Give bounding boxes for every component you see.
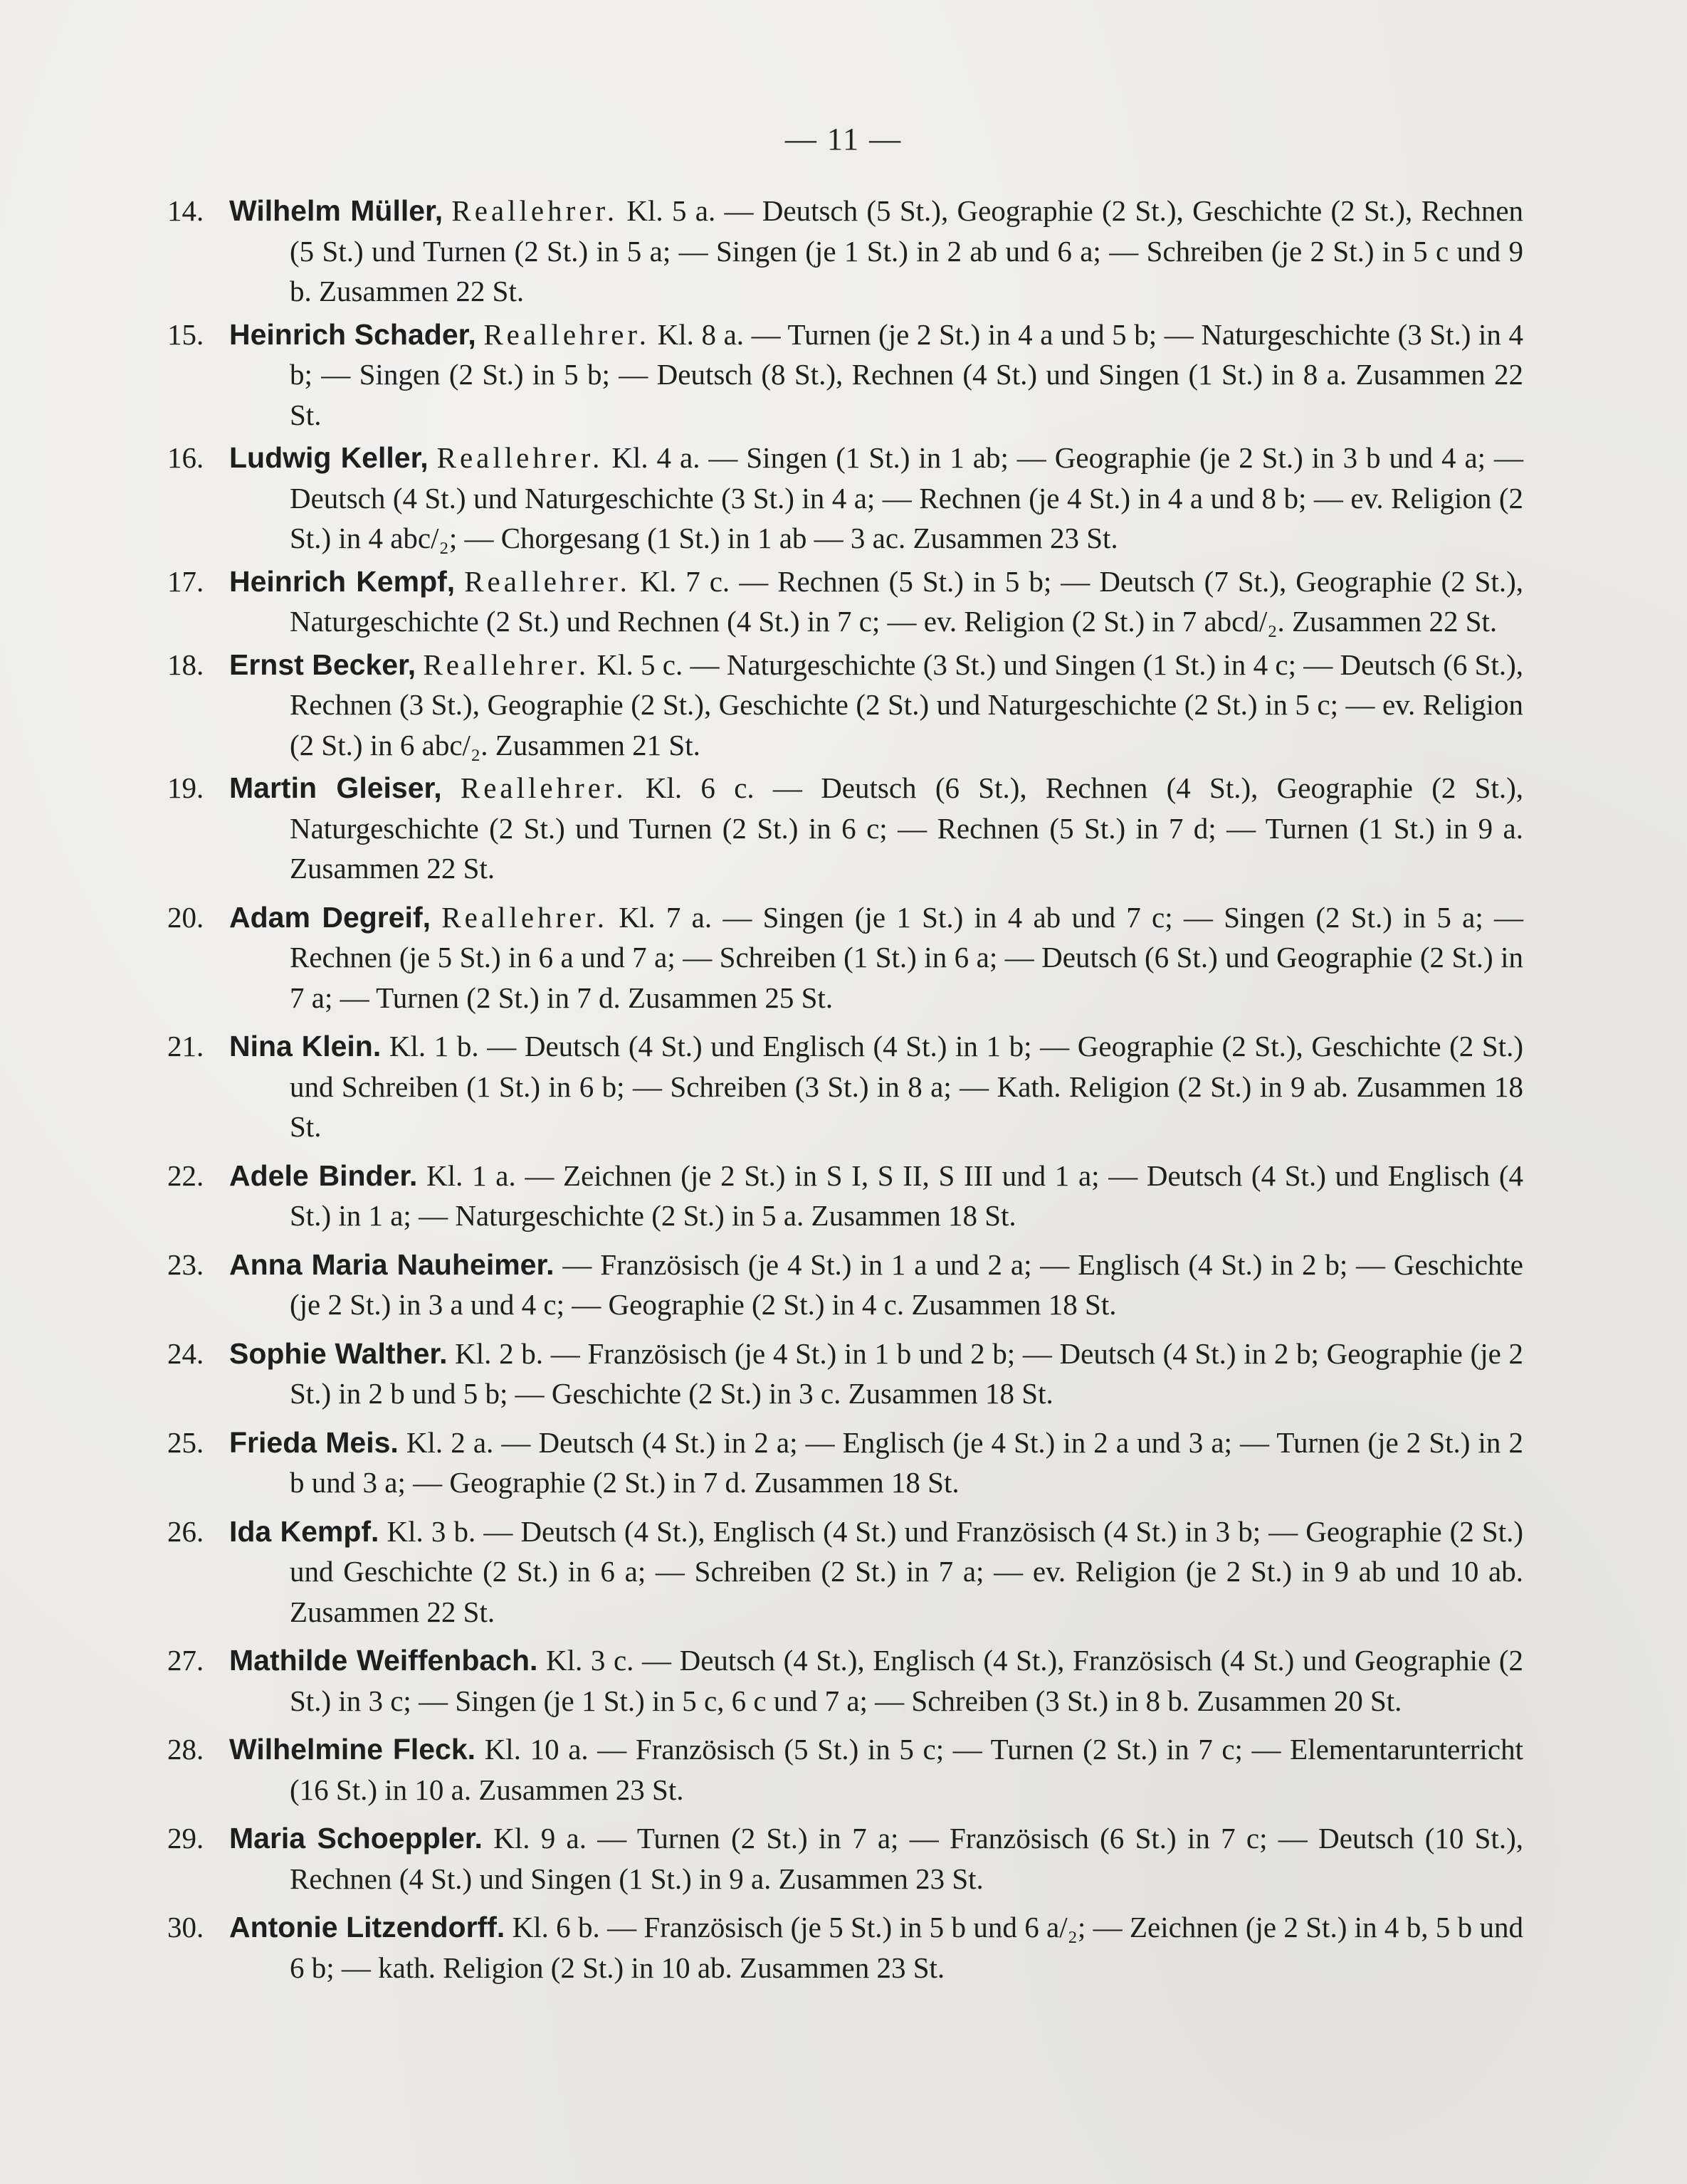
teacher-list (167, 191, 1523, 1990)
entry-body (229, 1512, 1523, 1632)
teacher-name: Heinrich Kempf, (229, 564, 456, 598)
teacher-role: Reallehrer. (423, 648, 590, 681)
teacher-entry (167, 897, 1523, 1018)
teaching-assignment: Kl. 9 a. — Turnen (2 St.) in 7 a; — Französisch (6 St.) in 7 c; — Deutsch (10 St.), Rechnen (4 St.) und Singen (1 St.) in 9 a. Zusammen 23 St. (290, 1822, 1524, 1895)
entry-body (229, 897, 1524, 1018)
teaching-assignment: Kl. 3 c. — Deutsch (4 St.), Englisch (4 St.), Französisch (4 St.) und Geographie (2 St.) in 3 c; — Singen (je 1 St.) in 5 c, 6 c und 7 a; — Schreiben (3 St.) in 8 b. Zusammen 20 St. (290, 1644, 1524, 1717)
teaching-assignment: Kl. 10 a. — Französisch (5 St.) in 5 c; — Turnen (2 St.) in 7 c; — Elementarunterricht (16 St.) in 10 a. Zusammen 23 St. (290, 1733, 1523, 1806)
teaching-assignment: Kl. 6 b. — Französisch (je 5 St.) in 5 b und 6 a/₂; — Zeichnen (je 2 St.) in 4 b, 5 b und 6 b; — kath. Religion (2 St.) in 10 ab. Zusammen 23 St. (290, 1911, 1523, 1984)
teacher-name: Antonie Litzendorff. (229, 1911, 505, 1943)
entry-number: 19. (167, 771, 204, 804)
teaching-assignment: Kl. 5 c. — Naturgeschichte (3 St.) und Singen (1 St.) in 4 c; — Deutsch (6 St.), Rechnen (3 St.), Geographie (2 St.), Geschichte (2 St.) und Naturgeschichte (2 St.) in 5 c; — ev. Religion (2 St.) in 6 abc/₂. Zusammen 21 St. (290, 648, 1523, 761)
teacher-name: Maria Schoeppler. (229, 1822, 483, 1855)
teacher-entry (167, 561, 1523, 642)
teacher-entry (167, 191, 1523, 312)
teacher-name: Anna Maria Nauheimer. (229, 1247, 555, 1281)
teaching-assignment: Kl. 2 a. — Deutsch (4 St.) in 2 a; — Englisch (je 4 St.) in 2 a und 3 a; — Turnen (je 2 St.) in 2 b und 3 a; — Geographie (2 St.) in 7 d. Zusammen 18 St. (290, 1425, 1523, 1499)
entry-body (229, 315, 1524, 436)
entry-number: 26. (167, 1514, 204, 1548)
entry-number: 14. (167, 194, 204, 227)
teacher-name: Ludwig Keller, (229, 441, 429, 474)
teacher-entry (167, 315, 1523, 436)
entry-body (229, 438, 1523, 559)
teacher-entry (167, 1423, 1523, 1503)
teacher-name: Sophie Walther. (229, 1336, 448, 1370)
entry-body (229, 1729, 1523, 1810)
entry-body (229, 1334, 1523, 1414)
teacher-name: Ernst Becker, (229, 648, 416, 681)
teacher-name: Frieda Meis. (229, 1425, 399, 1459)
entry-body (229, 768, 1523, 889)
teacher-role: Reallehrer. (483, 317, 651, 351)
entry-number: 22. (167, 1159, 204, 1192)
teaching-assignment: Kl. 7 c. — Rechnen (5 St.) in 5 b; — Deutsch (7 St.), Geographie (2 St.), Naturgeschichte (2 St.) und Rechnen (4 St.) in 7 c; — ev. Religion (2 St.) in 7 abcd/₂. Zusammen 22 St. (290, 564, 1524, 638)
teacher-entry (167, 1026, 1523, 1147)
entry-body (229, 1245, 1523, 1325)
teacher-role: Reallehrer. (436, 441, 604, 474)
entry-body (229, 1818, 1524, 1899)
entry-number: 29. (167, 1822, 204, 1855)
entry-body (229, 645, 1523, 766)
teaching-assignment: Kl. 5 a. — Deutsch (5 St.), Geographie (2 St.), Geschichte (2 St.), Rechnen (5 St.) und Turnen (2 St.) in 5 a; — Singen (je 1 St.) in 2 ab und 6 a; — Schreiben (je 2 St.) in 5 c und 9 b. Zusammen 22 St. (290, 194, 1524, 307)
teaching-assignment: Kl. 3 b. — Deutsch (4 St.), Englisch (4 St.) und Französisch (4 St.) in 3 b; — Geographie (2 St.) und Geschichte (2 St.) in 6 a; — Schreiben (2 St.) in 7 a; — ev. Religion (je 2 St.) in 9 ab und 10 ab. Zusammen 22 St. (290, 1514, 1523, 1628)
entry-number: 30. (167, 1911, 204, 1943)
teacher-role: Reallehrer. (451, 194, 619, 227)
teacher-name: Wilhelmine Fleck. (229, 1733, 476, 1766)
entry-number: 23. (167, 1247, 204, 1281)
teaching-assignment: Kl. 8 a. — Turnen (je 2 St.) in 4 a und 5 b; — Naturgeschichte (3 St.) in 4 b; — Singen (2 St.) in 5 b; — Deutsch (8 St.), Rechnen (4 St.) und Singen (1 St.) in 8 a. Zusammen 22 St. (290, 317, 1524, 431)
entry-number: 16. (167, 441, 204, 474)
teaching-assignment: — Französisch (je 4 St.) in 1 a und 2 a; — Englisch (4 St.) in 2 b; — Geschichte (je 2 St.) in 3 a und 4 c; — Geographie (2 St.) in 4 c. Zusammen 18 St. (290, 1247, 1523, 1321)
entry-body (229, 191, 1524, 312)
teacher-entry (167, 1512, 1523, 1632)
teacher-name: Mathilde Weiffenbach. (229, 1644, 538, 1677)
page-number: — 11 — (784, 122, 903, 157)
teaching-assignment: Kl. 2 b. — Französisch (je 4 St.) in 1 b und 2 b; — Deutsch (4 St.) in 2 b; Geographie (je 2 St.) in 2 b und 5 b; — Geschichte (2 St.) in 3 c. Zusammen 18 St. (290, 1336, 1523, 1410)
teacher-name: Martin Gleiser, (229, 771, 442, 804)
teacher-entry (167, 768, 1523, 889)
teacher-role: Reallehrer. (460, 771, 627, 804)
entry-number: 17. (167, 564, 204, 598)
teacher-name: Heinrich Schader, (229, 317, 476, 351)
teaching-assignment: Kl. 6 c. — Deutsch (6 St.), Rechnen (4 St.), Geographie (2 St.), Naturgeschichte (2 St.) und Turnen (2 St.) in 6 c; — Rechnen (5 St.) in 7 d; — Turnen (1 St.) in 9 a. Zusammen 22 St. (290, 771, 1523, 885)
teacher-role: Reallehrer. (441, 900, 609, 934)
teacher-entry (167, 1245, 1523, 1325)
entry-number: 24. (167, 1336, 204, 1370)
entry-number: 15. (167, 317, 204, 351)
entry-body (229, 1907, 1523, 1988)
entry-body (229, 1423, 1523, 1503)
teacher-entry (167, 645, 1523, 766)
entry-number: 27. (167, 1644, 204, 1677)
teaching-assignment: Kl. 4 a. — Singen (1 St.) in 1 ab; — Geographie (je 2 St.) in 3 b und 4 a; — Deutsch (4 St.) und Naturgeschichte (3 St.) in 4 a; — Rechnen (je 4 St.) in 4 a und 8 b; — ev. Religion (2 St.) in 4 abc/₂; — Chorgesang (1 St.) in 1 ab — 3 ac. Zusammen 23 St. (290, 441, 1523, 554)
entry-number: 28. (167, 1733, 204, 1766)
teacher-name: Ida Kempf. (229, 1514, 379, 1548)
entry-body (229, 1026, 1524, 1147)
teacher-entry (167, 1907, 1523, 1988)
entry-body (229, 561, 1524, 642)
teaching-assignment: Kl. 1 a. — Zeichnen (je 2 St.) in S I, S II, S III und 1 a; — Deutsch (4 St.) und Englisch (4 St.) in 1 a; — Naturgeschichte (2 St.) in 5 a. Zusammen 18 St. (290, 1159, 1524, 1232)
entry-body (229, 1640, 1524, 1721)
entry-number: 25. (167, 1425, 204, 1459)
teacher-name: Wilhelm Müller, (229, 194, 443, 227)
teacher-name: Adele Binder. (229, 1159, 418, 1192)
teaching-assignment: Kl. 1 b. — Deutsch (4 St.) und Englisch (4 St.) in 1 b; — Geographie (2 St.), Geschichte (2 St.) und Schreiben (1 St.) in 6 b; — Schreiben (3 St.) in 8 a; — Kath. Religion (2 St.) in 9 ab. Zusammen 18 St. (290, 1030, 1524, 1143)
teacher-entry (167, 1818, 1523, 1899)
teacher-entry (167, 1640, 1523, 1721)
teaching-assignment: Kl. 7 a. — Singen (je 1 St.) in 4 ab und 7 c; — Singen (2 St.) in 5 a; — Rechnen (je 5 St.) in 6 a und 7 a; — Schreiben (1 St.) in 6 a; — Deutsch (6 St.) und Geographie (2 St.) in 7 a; — Turnen (2 St.) in 7 d. Zusammen 25 St. (290, 900, 1524, 1014)
teacher-entry (167, 1156, 1523, 1236)
teacher-role: Reallehrer. (464, 564, 631, 598)
teacher-entry (167, 1334, 1523, 1414)
entry-number: 21. (167, 1030, 204, 1062)
teacher-name: Nina Klein. (229, 1030, 382, 1062)
entry-number: 18. (167, 648, 204, 681)
teacher-name: Adam Degreif, (229, 900, 431, 934)
entry-body (229, 1156, 1524, 1236)
teacher-entry (167, 1729, 1523, 1810)
entry-number: 20. (167, 900, 204, 934)
teacher-entry (167, 438, 1523, 559)
